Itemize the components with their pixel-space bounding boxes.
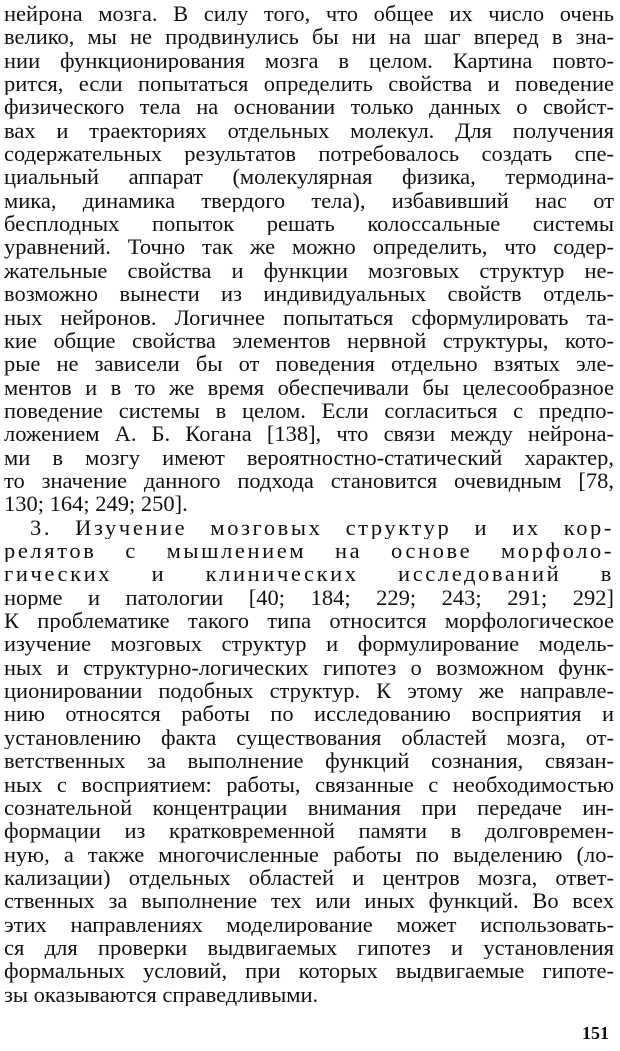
text-line: ную, а также многочисленные работы по выделению (ло-: [4, 842, 614, 866]
page-number: 151: [582, 1023, 609, 1043]
text-line: ных и структурно-логических гипотез о возможном функ-: [4, 655, 614, 680]
text-line: нейрона мозга. В силу того, что общее их число очень: [4, 2, 614, 26]
text-line: установлению факта существования областей мозга, от-: [4, 725, 614, 750]
text-line: зы оказываются справедливыми.: [4, 982, 319, 1006]
text-line: велико, мы не продвинулись бы ни на шаг вперед в зна-: [4, 25, 614, 49]
text-line: ственных за выполнение тех или иных функций. Во всех: [4, 889, 614, 913]
section-heading-line: релятов с мышлением на основе морфоло-: [4, 539, 614, 563]
text-line: кализации) отдельных областей и центров мозга, ответ-: [4, 865, 614, 890]
section-heading-line: гических и клинических исследований в: [4, 562, 614, 586]
text-line: ных с восприятием: работы, связанные с необходимостью: [4, 772, 614, 796]
text-line: рится, если попытаться определить свойства и поведение: [4, 72, 614, 96]
text-line: рые не зависели бы от поведения отдельно взятых эле-: [4, 352, 614, 376]
text-line: ся для проверки выдвигаемых гипотез и установления: [4, 935, 614, 960]
text-line: ветственных за выполнение функций сознания, связан-: [4, 749, 614, 773]
text-line: то значение данного подхода становится очевидным [78,: [4, 468, 614, 493]
text-line: поведение системы в целом. Если согласиться с предпо-: [4, 398, 614, 423]
text-line: ционировании подобных структур. К этому же направле-: [4, 679, 614, 703]
text-line: формальных условий, при которых выдвигаемые гипоте-: [4, 959, 614, 983]
text-line: 130; 164; 249; 250].: [4, 492, 188, 516]
text-line: содержательных результатов потребовалось создать спе-: [4, 142, 614, 166]
text-line: бесплодных попыток решать колоссальные системы: [4, 212, 614, 236]
section-heading-line: 3. Изучение мозговых структур и их кор-: [30, 515, 614, 540]
text-line: физического тела на основании только данных о свойст-: [4, 95, 614, 119]
section-heading-line: норме и патологии [40; 184; 229; 243; 291; 292]: [4, 585, 614, 610]
text-line: нии функционирования мозга в целом. Картина повто-: [4, 48, 614, 73]
text-line: вах и траекториях отдельных молекул. Для получения: [4, 118, 614, 143]
text-line: мика, динамика твердого тела), избавивший нас от: [4, 188, 614, 213]
text-line: уравнений. Точно так же можно определить, что содер-: [4, 235, 614, 259]
text-line: возможно вынести из индивидуальных свойств отдель-: [4, 282, 614, 306]
text-line: ных нейронов. Логичнее попытаться сформулировать та-: [4, 305, 614, 329]
text-line: нию относятся работы по исследованию восприятия и: [4, 702, 614, 726]
text-line: этих направлениях моделирование может использовать-: [4, 912, 614, 936]
text-line: изучение мозговых структур и формулирование модель-: [4, 632, 614, 656]
text-line: ми в мозгу имеют вероятностно-статический характер,: [4, 445, 614, 469]
text-line: ложением А. Б. Когана [138], что связи между нейрона-: [4, 422, 614, 446]
text-line: ментов и в то же время обеспечивали бы целесообразное: [4, 375, 614, 399]
text-line: кие общие свойства элементов нервной структуры, кото-: [4, 328, 614, 353]
text-line: К проблематике такого типа относится морфологическое: [4, 609, 614, 633]
text-line: жательные свойства и функции мозговых структур не-: [4, 258, 614, 283]
text-line: сознательной концентрации внимания при передаче ин-: [4, 795, 614, 820]
text-line: формации из кратковременной памяти в долговремен-: [4, 819, 614, 843]
text-line: циальный аппарат (молекулярная физика, термодина-: [4, 165, 614, 189]
